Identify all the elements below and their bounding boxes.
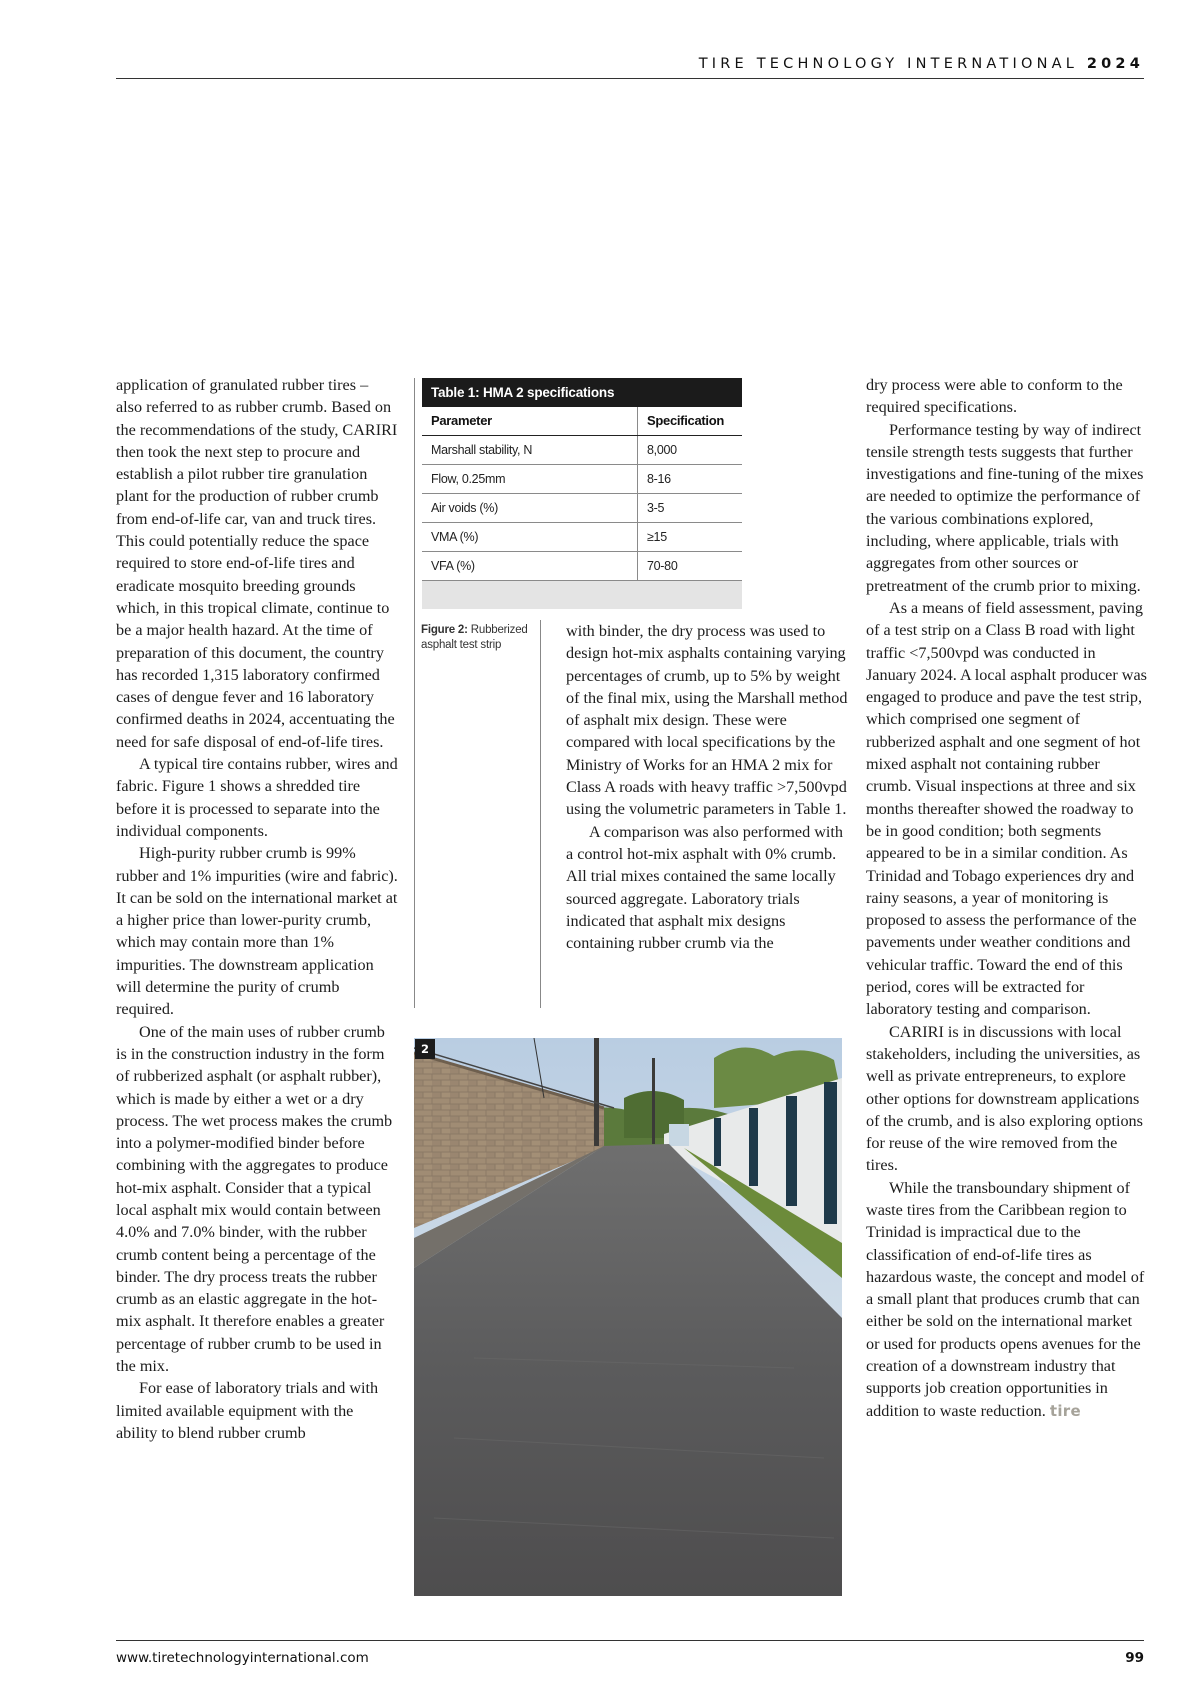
paragraph: A typical tire contains rubber, wires and fabric. Figure 1 shows a shredded tire before it is processed to separate into the individual components.: [116, 755, 398, 840]
table-row: [422, 436, 742, 465]
table-cell-parameter: VMA (%): [422, 523, 638, 551]
running-header: [699, 56, 1144, 72]
article-column-3: [866, 374, 1148, 1422]
table-cell-spec: 8-16: [647, 472, 671, 486]
table-cell-spec: ≥15: [647, 530, 667, 544]
table-cell-parameter: Air voids (%): [422, 494, 638, 522]
table-cell-spec: 3-5: [647, 501, 665, 515]
table-row: [422, 523, 742, 552]
footer-rule: [116, 1640, 1144, 1641]
caption-rule-left: [414, 378, 415, 1008]
table-row: [422, 465, 742, 494]
page-number: 99: [1125, 1650, 1144, 1666]
paragraph: High-purity rubber crumb is 99% rubber and 1% impurities (wire and fabric). It can be sold on the international market at a higher price than lower-purity crumb, which may contain more than 1% impurities. The downstream application will determine the purity of crumb required.: [116, 844, 398, 1019]
paragraph: [866, 1177, 1148, 1422]
paragraph: Performance testing by way of indirect tensile strength tests suggests that further investigations and fine-tuning of the mixes are needed to optimize the performance of the various combinations explored, including, where applicable, trials with aggregates from other sources or pretreatment of the crumb prior to mixing.: [866, 420, 1144, 595]
paragraph: application of granulated rubber tires – also referred to as rubber crumb. Based on the recommendations of the study, CARIRI then took the next step to procure and establish a pilot rubber tire granulation plant for the production of rubber crumb from end-of-life car, van and truck tires. This could potentially reduce the space required to store end-of-life tires and eradicate mosquito breeding grounds which, in this tropical climate, continue to be a major health hazard. At the time of preparation of this document, the country has recorded 1,315 laboratory confirmed cases of dengue fever and 16 laboratory confirmed deaths in 2024, accentuating the need for safe disposal of end-of-life tires.: [116, 376, 398, 751]
header-title-main: TIRE TECHNOLOGY INTERNATIONAL: [698, 56, 1079, 72]
asphalt-road-illustration: [414, 1038, 842, 1596]
paragraph: dry process were able to conform to the required specifications.: [866, 376, 1123, 417]
header-rule: [116, 78, 1144, 79]
paragraph: with binder, the dry process was used to design hot-mix asphalts containing varying percentages of crumb, up to 5% by weight of the final mix, using the Marshall method of asphalt mix design. These were compared with local specifications by the Ministry of Works for an HMA 2 mix for Class A roads with heavy traffic >7,500vpd using the volumetric parameters in Table 1.: [566, 622, 848, 819]
header-year: 2024: [1086, 56, 1144, 72]
figure-caption-text: Rubberized asphalt test strip: [421, 624, 528, 651]
table-footer-band: [422, 581, 742, 609]
end-mark-logo: tire: [1049, 1401, 1081, 1420]
article-column-2: [566, 620, 851, 954]
paragraph-text: While the transboundary shipment of waste tires from the Caribbean region to Trinidad is impractical due to the classification of end-of-life tires as hazardous waste, the concept and model of a small plant that produces crumb that can either be sold on the international market or used for products opens avenues for the creation of a downstream industry that supports job creation opportunities in addition to waste reduction.: [866, 1178, 1145, 1420]
table-row: [422, 494, 742, 523]
article-column-1: [116, 374, 398, 1444]
table-cell-parameter: VFA (%): [422, 552, 638, 580]
table-row: [422, 552, 742, 581]
table-cell-spec: 70-80: [647, 559, 678, 573]
table-header-specification: Specification: [647, 413, 725, 428]
paragraph: One of the main uses of rubber crumb is in the construction industry in the form of rubberized asphalt (or asphalt rubber), which is made by either a wet or a dry process. The wet process makes the crumb into a polymer-modified binder before combining with the aggregates to produce hot-mix asphalt. Consider that a typical local asphalt mix would contain between 4.0% and 7.0% binder, with the rubber crumb content being a percentage of the binder. The dry process treats the rubber crumb as an elastic aggregate in the hot-mix asphalt. It therefore enables a greater percentage of rubber crumb to be used in the mix.: [116, 1022, 393, 1376]
road-photo: [414, 1038, 842, 1596]
table-cell-parameter: Marshall stability, N: [422, 436, 638, 464]
paragraph: For ease of laboratory trials and with limited available equipment with the ability to blend rubber crumb: [116, 1379, 379, 1442]
figure-caption: [421, 623, 536, 653]
footer-url[interactable]: www.tiretechnologyinternational.com: [116, 1650, 369, 1666]
caption-rule-right: [540, 620, 541, 1008]
specifications-table: [422, 378, 742, 609]
paragraph: As a means of field assessment, paving of a test strip on a Class B road with light traffic <7,500vpd was conducted in January 2024. A local asphalt producer was engaged to produce and pave the test strip, which comprised one segment of rubberized asphalt and one segment of hot mixed asphalt not containing rubber crumb. Visual inspections at three and six months thereafter showed the roadway to be in good condition; both segments appeared to be in a similar condition. As Trinidad and Tobago experiences dry and rainy seasons, a year of monitoring is proposed to assess the performance of the pavements under weather conditions and vehicular traffic. Toward the end of this period, cores will be extracted for laboratory testing and comparison.: [866, 598, 1147, 1019]
table-title: Table 1: HMA 2 specifications: [422, 378, 742, 407]
paragraph: A comparison was also performed with a control hot-mix asphalt with 0% crumb. All trial mixes contained the same locally sourced aggregate. Laboratory trials indicated that asphalt mix designs containing rubber crumb via the: [566, 822, 843, 953]
table-header-row: [422, 407, 742, 436]
table-cell-spec: 8,000: [647, 443, 677, 457]
paragraph: CARIRI is in discussions with local stakeholders, including the universities, as well as private entrepreneurs, to explore other options for downstream applications of the crumb, and is also exploring options for reuse of the wire removed from the tires.: [866, 1022, 1143, 1175]
table-cell-parameter: Flow, 0.25mm: [422, 465, 638, 493]
figure-label: Figure 2:: [421, 624, 468, 636]
figure-number-badge: 2: [415, 1039, 435, 1059]
table-header-parameter: Parameter: [422, 407, 638, 435]
